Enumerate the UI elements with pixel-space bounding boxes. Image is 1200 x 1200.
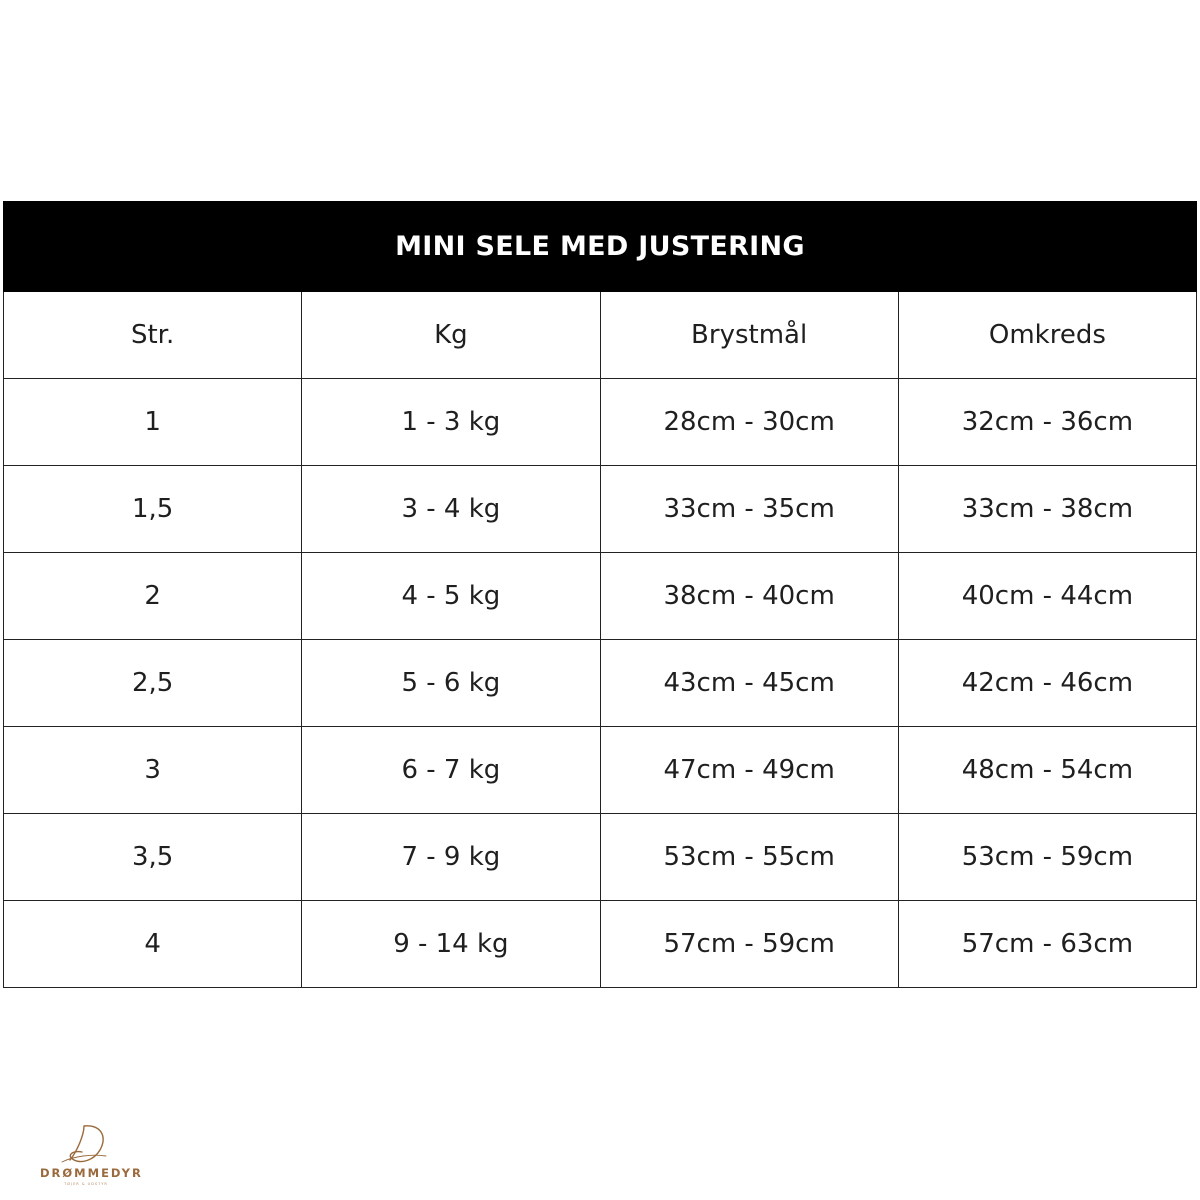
table-row (4, 379, 1197, 466)
cell-circumference: 40cm - 44cm (898, 553, 1196, 640)
column-header-weight: Kg (302, 292, 600, 379)
cell-chest: 57cm - 59cm (600, 901, 898, 988)
table-row (4, 814, 1197, 901)
cell-chest: 43cm - 45cm (600, 640, 898, 727)
cell-chest: 47cm - 49cm (600, 727, 898, 814)
column-header-circumference: Omkreds (898, 292, 1196, 379)
size-chart-table (3, 201, 1197, 988)
table-row (4, 727, 1197, 814)
cell-chest: 53cm - 55cm (600, 814, 898, 901)
table-row (4, 640, 1197, 727)
brand-tagline: TØJER & UDSTYR (64, 1182, 108, 1186)
cell-weight: 4 - 5 kg (302, 553, 600, 640)
cell-circumference: 57cm - 63cm (898, 901, 1196, 988)
column-header-chest: Brystmål (600, 292, 898, 379)
cell-weight: 1 - 3 kg (302, 379, 600, 466)
column-header-size: Str. (4, 292, 302, 379)
cell-circumference: 42cm - 46cm (898, 640, 1196, 727)
cell-circumference: 53cm - 59cm (898, 814, 1196, 901)
brand-logo (40, 1120, 143, 1186)
table-title: MINI SELE MED JUSTERING (4, 202, 1197, 292)
cell-chest: 33cm - 35cm (600, 466, 898, 553)
cell-size: 4 (4, 901, 302, 988)
cell-size: 1,5 (4, 466, 302, 553)
table-header-row (4, 292, 1197, 379)
cell-weight: 7 - 9 kg (302, 814, 600, 901)
cell-weight: 3 - 4 kg (302, 466, 600, 553)
cell-circumference: 48cm - 54cm (898, 727, 1196, 814)
cell-weight: 5 - 6 kg (302, 640, 600, 727)
cell-circumference: 33cm - 38cm (898, 466, 1196, 553)
table-row (4, 553, 1197, 640)
brand-monogram-icon (48, 1120, 124, 1166)
table-row (4, 466, 1197, 553)
cell-weight: 6 - 7 kg (302, 727, 600, 814)
cell-circumference: 32cm - 36cm (898, 379, 1196, 466)
cell-weight: 9 - 14 kg (302, 901, 600, 988)
table-title-row (4, 202, 1197, 292)
cell-chest: 38cm - 40cm (600, 553, 898, 640)
cell-chest: 28cm - 30cm (600, 379, 898, 466)
cell-size: 2,5 (4, 640, 302, 727)
cell-size: 2 (4, 553, 302, 640)
cell-size: 1 (4, 379, 302, 466)
cell-size: 3,5 (4, 814, 302, 901)
cell-size: 3 (4, 727, 302, 814)
table-row (4, 901, 1197, 988)
brand-name: DRØMMEDYR (40, 1166, 143, 1180)
